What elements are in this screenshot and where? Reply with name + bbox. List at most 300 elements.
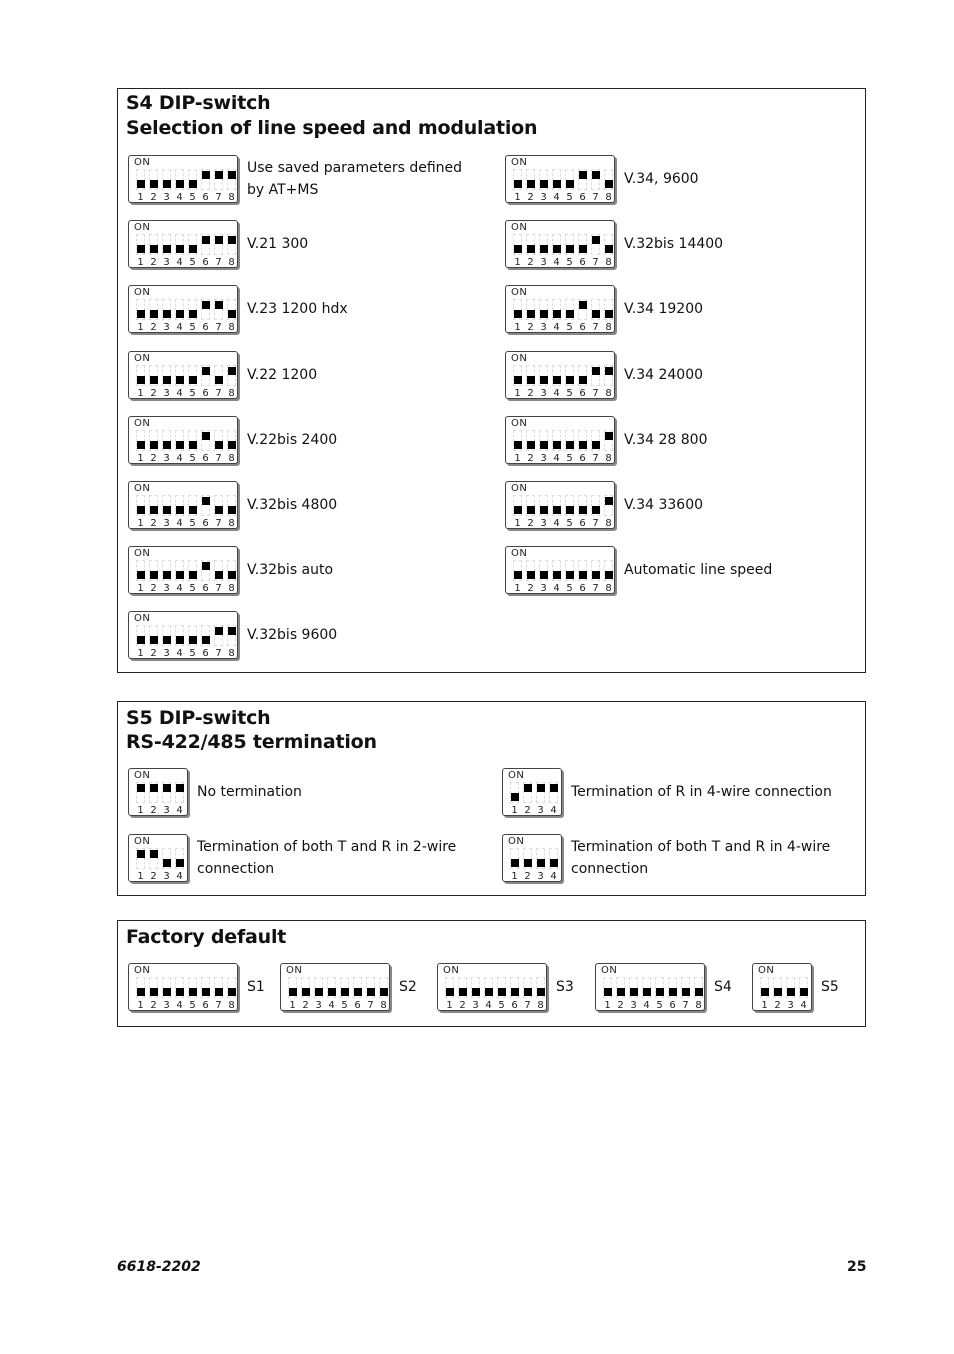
s4-option-right [505,481,854,529]
on-indicator: ON [511,287,528,299]
s4-option-right [505,285,854,333]
switch-number: 5 [189,583,196,595]
switch-number: 4 [553,387,560,399]
s4-option-right [505,351,854,399]
switch-number: 7 [592,257,599,269]
switch-number: 2 [150,518,157,529]
switch-number: 6 [579,322,586,334]
switch-number: 4 [553,192,560,203]
switch-knob [537,784,545,792]
switch-number: 7 [215,518,222,529]
switch-setting-label: V.22 1200 [247,366,318,383]
switch-number: 4 [176,192,183,203]
switch-number: 6 [202,1000,209,1011]
on-indicator: ON [134,965,151,976]
switch-knob [579,171,587,179]
switch-number: 4 [643,1000,650,1011]
switch-number: 4 [176,583,183,595]
switch-number: 2 [527,518,534,529]
dip-switch-graphic [128,834,188,882]
switch-number: 5 [498,1000,505,1011]
switch-knob [579,571,587,579]
switch-number: 8 [228,583,235,595]
switch-knob [328,988,336,996]
switch-knob [527,310,535,318]
switch-knob [150,180,158,188]
switch-number: 8 [605,518,612,529]
switch-number: 4 [176,648,183,660]
switch-number: 3 [163,322,170,334]
switch-knob [553,506,561,514]
dip-switch-graphic [505,351,615,399]
switch-number: 2 [150,452,157,464]
dip-switch-graphic [128,351,238,399]
switch-knob [163,441,171,449]
switch-number: 8 [605,322,612,334]
on-indicator: ON [511,222,528,234]
switch-knob [511,988,519,996]
switch-knob [176,988,184,996]
factory-default-switch [437,963,574,1011]
switch-knob [695,988,703,996]
switch-knob [592,171,600,179]
switch-knob [228,236,236,244]
on-indicator: ON [511,352,528,364]
switch-number: 3 [472,1000,479,1011]
switch-knob [150,245,158,253]
switch-number: 4 [553,452,560,464]
switch-number: 8 [228,452,235,464]
switch-number: 3 [540,518,547,529]
on-indicator: ON [286,965,303,976]
switch-number: 3 [630,1000,637,1011]
switch-knob [605,245,613,253]
switch-knob [553,310,561,318]
switch-knob [163,988,171,996]
switch-number: 2 [527,322,534,334]
dip-switch-graphic [128,155,238,203]
switch-knob [605,432,613,440]
switch-number: 4 [176,871,183,882]
switch-number: 4 [176,322,183,334]
switch-number: 1 [137,583,144,595]
on-indicator: ON [134,548,151,560]
on-indicator: ON [134,770,151,781]
switch-number: 1 [514,452,521,464]
switch-number: 1 [137,648,144,660]
switch-number: 2 [524,871,531,882]
switch-knob [189,636,197,644]
switch-number: 1 [514,518,521,529]
s4-option-left [128,351,477,399]
switch-number: 6 [579,192,586,203]
switch-knob [202,432,210,440]
switch-knob [215,441,223,449]
switch-knob [566,441,574,449]
switch-knob [592,506,600,514]
switch-number: 1 [511,871,518,882]
switch-number: 2 [150,192,157,203]
switch-knob [459,988,467,996]
switch-knob [163,636,171,644]
switch-knob [176,245,184,253]
switch-knob [540,310,548,318]
switch-knob [302,988,310,996]
switch-knob [514,506,522,514]
switch-number: 1 [514,583,521,595]
switch-knob [540,571,548,579]
switch-number: 7 [367,1000,374,1011]
switch-knob [774,988,782,996]
s5-dip-switch-section [117,701,866,896]
switch-number: 4 [553,322,560,334]
switch-knob [682,988,690,996]
switch-number: 5 [566,583,573,595]
factory-default-title: Factory default [126,926,287,948]
switch-knob [150,988,158,996]
dip-switch-graphic [437,963,547,1011]
switch-knob [137,988,145,996]
factory-default-section [117,920,866,1027]
switch-setting-label: V.32bis auto [247,562,334,579]
switch-knob [579,376,587,384]
switch-setting-label: V.32bis 4800 [247,497,338,513]
switch-knob [163,506,171,514]
switch-knob [189,180,197,188]
switch-number: 8 [605,387,612,399]
switch-number: 8 [605,452,612,464]
switch-number: 1 [137,257,144,269]
switch-knob [202,171,210,179]
switch-knob [566,571,574,579]
switch-number: 4 [176,387,183,399]
switch-knob [202,562,210,570]
switch-knob [514,310,522,318]
switch-knob [550,859,558,867]
s4-option-left [128,155,477,203]
dip-switch-graphic [505,285,615,333]
switch-number: 7 [682,1000,689,1011]
s4-option-left [128,546,477,594]
switch-number: 6 [202,518,209,529]
switch-knob [579,245,587,253]
switch-knob [511,859,519,867]
switch-number: 8 [605,257,612,269]
switch-knob [761,988,769,996]
switch-knob [540,376,548,384]
switch-number: 6 [202,583,209,595]
switch-knob [630,988,638,996]
switch-knob [215,506,223,514]
switch-number: 4 [176,1000,183,1011]
switch-knob [228,367,236,375]
switch-number: 6 [202,257,209,269]
s5-option [128,834,487,882]
switch-knob [550,784,558,792]
switch-setting-label: S4 [714,979,732,995]
switch-knob [189,571,197,579]
switch-knob [315,988,323,996]
switch-knob [511,793,519,801]
switch-knob [446,988,454,996]
switch-number: 5 [566,452,573,464]
switch-knob [163,310,171,318]
switch-number: 5 [566,322,573,334]
switch-knob [604,988,612,996]
switch-knob [228,988,236,996]
switch-knob [176,784,184,792]
switch-knob [566,310,574,318]
switch-number: 5 [341,1000,348,1011]
switch-knob [524,988,532,996]
on-indicator: ON [508,770,525,781]
switch-knob [592,367,600,375]
switch-knob [605,310,613,318]
switch-knob [150,571,158,579]
switch-number: 1 [137,322,144,334]
switch-knob [566,506,574,514]
switch-knob [540,245,548,253]
dip-switch-graphic [128,768,188,816]
switch-knob [176,441,184,449]
s4-option-left [128,220,477,268]
on-indicator: ON [134,222,151,234]
on-indicator: ON [134,157,151,168]
switch-setting-label: V.34 19200 [624,301,704,318]
switch-setting-label: V.32bis 14400 [624,236,724,253]
on-indicator: ON [511,483,528,494]
switch-knob [150,850,158,858]
switch-knob [524,784,532,792]
switch-number: 5 [189,387,196,399]
switch-number: 1 [137,452,144,464]
on-indicator: ON [134,483,151,494]
switch-knob [228,171,236,179]
switch-knob [228,571,236,579]
switch-knob [354,988,362,996]
switch-number: 7 [592,322,599,334]
switch-setting-label: S5 [821,979,839,995]
on-indicator: ON [511,157,528,168]
on-indicator: ON [134,287,151,299]
switch-number: 7 [215,583,222,595]
doc-number: 6618-2202 [117,1259,201,1275]
switch-number: 1 [604,1000,611,1011]
switch-knob [163,180,171,188]
switch-knob [150,376,158,384]
switch-setting-label: S2 [399,979,417,995]
switch-number: 8 [228,1000,235,1011]
switch-number: 7 [215,192,222,203]
switch-number: 3 [540,257,547,269]
switch-knob [137,784,145,792]
switch-number: 3 [163,192,170,203]
switch-knob [592,236,600,244]
switch-number: 3 [540,322,547,334]
switch-number: 8 [605,192,612,203]
switch-knob [605,367,613,375]
switch-knob [524,859,532,867]
switch-knob [540,441,548,449]
switch-knob [605,571,613,579]
switch-setting-label: Termination of R in 4-wire connection [571,784,832,800]
switch-knob [215,571,223,579]
switch-knob [215,988,223,996]
switch-knob [176,636,184,644]
switch-setting-label: V.34 24000 [624,366,704,383]
dip-switch-graphic [505,481,615,529]
switch-number: 2 [774,1000,781,1011]
switch-number: 5 [189,452,196,464]
switch-number: 8 [537,1000,544,1011]
switch-number: 3 [163,1000,170,1011]
switch-number: 2 [617,1000,624,1011]
on-indicator: ON [508,836,525,847]
switch-number: 6 [202,452,209,464]
switch-knob [202,497,210,505]
switch-knob [202,301,210,309]
switch-number: 2 [150,322,157,334]
switch-knob [380,988,388,996]
switch-knob [800,988,808,996]
s5-title: S5 DIP-switch [126,707,271,729]
switch-number: 4 [176,805,183,816]
switch-knob [537,859,545,867]
switch-number: 4 [176,518,183,529]
s4-dip-switch-section [117,88,866,673]
switch-knob [289,988,297,996]
switch-knob [485,988,493,996]
on-indicator: ON [134,836,151,847]
switch-number: 4 [176,257,183,269]
switch-number: 4 [553,583,560,595]
switch-number: 1 [514,257,521,269]
s5-option [502,768,861,816]
dip-switch-graphic [128,285,238,333]
s4-option-right [505,220,854,268]
switch-setting-label: V.23 1200 hdx [247,301,348,318]
switch-knob [176,376,184,384]
switch-setting-label: V.34 33600 [624,497,704,513]
switch-number: 2 [527,452,534,464]
switch-number: 8 [380,1000,387,1011]
switch-knob [527,180,535,188]
switch-number: 4 [550,805,557,816]
factory-default-switch [128,963,265,1011]
switch-number: 6 [669,1000,676,1011]
switch-number: 5 [566,387,573,399]
switch-knob [137,441,145,449]
switch-number: 1 [137,518,144,529]
switch-knob [137,180,145,188]
switch-knob [137,571,145,579]
switch-knob [137,310,145,318]
s4-option-right [505,155,854,203]
switch-number: 3 [315,1000,322,1011]
switch-number: 2 [150,805,157,816]
switch-number: 5 [189,648,196,660]
switch-knob [605,497,613,505]
switch-knob [137,850,145,858]
switch-number: 3 [540,387,547,399]
s5-subtitle: RS-422/485 termination [126,731,377,753]
switch-setting-label: V.34 28 800 [624,431,708,448]
switch-number: 8 [228,648,235,660]
switch-knob [215,171,223,179]
switch-knob [472,988,480,996]
switch-setting-label: Automatic line speed [624,562,773,579]
switch-number: 3 [163,518,170,529]
switch-knob [189,988,197,996]
switch-knob [163,784,171,792]
switch-number: 6 [579,583,586,595]
switch-number: 8 [228,387,235,399]
s4-option-left [128,611,477,659]
on-indicator: ON [134,417,151,429]
switch-number: 3 [163,871,170,882]
switch-number: 4 [485,1000,492,1011]
switch-knob [137,376,145,384]
s4-option-right [505,546,854,594]
switch-number: 2 [150,387,157,399]
switch-number: 8 [228,322,235,334]
switch-number: 7 [592,518,599,529]
switch-knob [176,180,184,188]
dip-switch-graphic [128,546,238,594]
dip-switch-graphic [502,768,562,816]
switch-number: 7 [592,583,599,595]
switch-number: 2 [150,1000,157,1011]
switch-knob [150,441,158,449]
switch-number: 2 [527,387,534,399]
switch-number: 2 [150,871,157,882]
switch-number: 3 [537,805,544,816]
switch-number: 7 [215,257,222,269]
s4-option-right [505,416,854,464]
dip-switch-graphic [505,155,615,203]
on-indicator: ON [134,352,151,364]
switch-number: 5 [656,1000,663,1011]
s4-subtitle: Selection of line speed and modulation [126,117,538,139]
switch-knob [137,506,145,514]
switch-number: 6 [579,452,586,464]
switch-knob [527,245,535,253]
switch-number: 2 [527,583,534,595]
switch-knob [617,988,625,996]
switch-number: 3 [163,805,170,816]
switch-number: 3 [163,387,170,399]
switch-knob [553,441,561,449]
dip-switch-graphic [595,963,705,1011]
on-indicator: ON [443,965,460,976]
s4-option-left [128,285,477,333]
dip-switch-graphic [505,546,615,594]
on-indicator: ON [758,965,775,976]
switch-number: 1 [137,805,144,816]
switch-knob [150,784,158,792]
dip-switch-graphic [128,481,238,529]
switch-number: 7 [215,452,222,464]
switch-number: 7 [215,648,222,660]
switch-knob [215,301,223,309]
switch-knob [189,310,197,318]
switch-knob [163,376,171,384]
factory-default-switch [280,963,417,1011]
switch-number: 7 [592,192,599,203]
switch-number: 1 [514,387,521,399]
dip-switch-graphic [128,611,238,659]
switch-knob [566,376,574,384]
